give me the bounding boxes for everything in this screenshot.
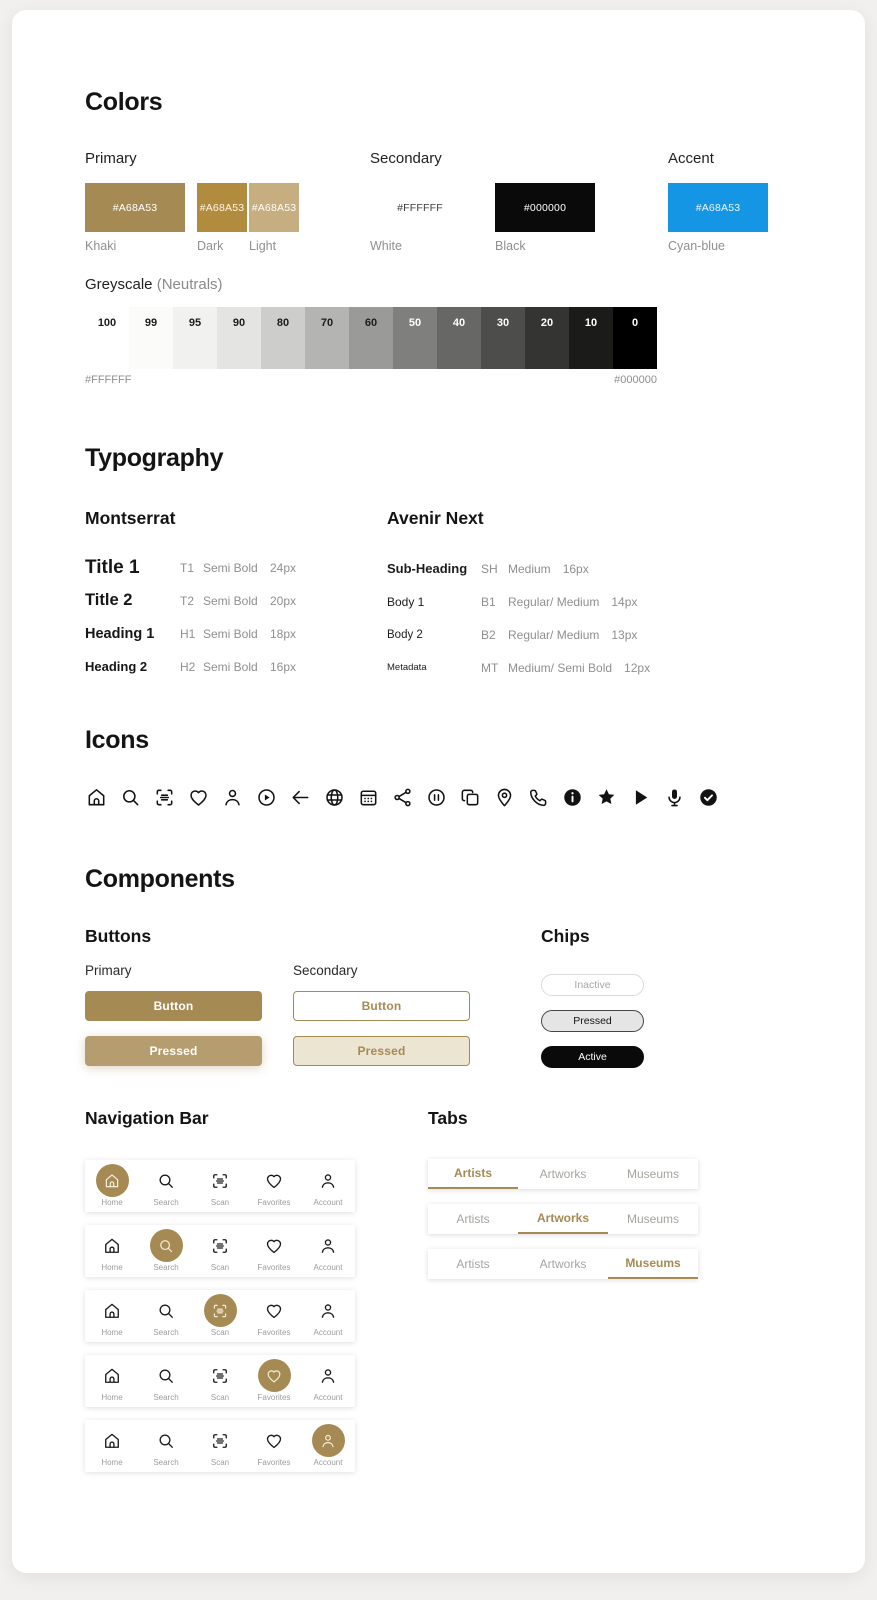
greyscale-ramp bbox=[85, 307, 657, 369]
greyscale-start-hex: #FFFFFF bbox=[85, 374, 132, 386]
info-icon bbox=[561, 786, 584, 809]
navigation-bar bbox=[85, 1160, 355, 1212]
nav-item-label: Account bbox=[313, 1393, 343, 1402]
greyscale-step bbox=[305, 307, 349, 369]
nav-item-label: Account bbox=[313, 1458, 343, 1467]
nav-item-label: Scan bbox=[210, 1198, 230, 1207]
swatch-black bbox=[495, 183, 595, 253]
type-style-size: 14px bbox=[611, 594, 638, 609]
swatch-white bbox=[370, 183, 470, 253]
tab-label: Artworks bbox=[539, 1257, 587, 1271]
greyscale-step-label: 80 bbox=[276, 317, 290, 329]
cyan-blue-hex: #A68A53 bbox=[695, 201, 741, 214]
greyscale-block bbox=[85, 276, 657, 386]
secondary-button[interactable]: Button bbox=[293, 991, 470, 1021]
type-row bbox=[387, 618, 650, 651]
greyscale-step-label: 60 bbox=[364, 317, 378, 329]
greyscale-step-label: 40 bbox=[452, 317, 466, 329]
dark-hex: #A68A53 bbox=[199, 201, 245, 214]
swatch-khaki bbox=[85, 183, 185, 253]
type-style-name: Heading 2 bbox=[85, 659, 148, 674]
scan-icon bbox=[204, 1424, 237, 1457]
greyscale-step bbox=[173, 307, 217, 369]
nav-item-label: Favorites bbox=[257, 1263, 291, 1272]
khaki-name: Khaki bbox=[85, 239, 117, 253]
nav-item-scan[interactable] bbox=[193, 1420, 247, 1472]
check-icon bbox=[697, 786, 720, 809]
nav-item-search[interactable] bbox=[139, 1420, 193, 1472]
swatch-light bbox=[249, 183, 299, 253]
home-icon bbox=[96, 1229, 129, 1262]
heart-icon bbox=[258, 1294, 291, 1327]
chip-pressed[interactable]: Pressed bbox=[541, 1010, 644, 1032]
type-style-weight: Semi Bold bbox=[203, 659, 258, 674]
components-section-title: Components bbox=[85, 865, 235, 893]
tab-bar bbox=[428, 1204, 698, 1234]
nav-item-home[interactable] bbox=[85, 1225, 139, 1277]
tab-bar bbox=[428, 1249, 698, 1279]
greyscale-step-label: 99 bbox=[144, 317, 158, 329]
tab-artworks[interactable] bbox=[518, 1159, 608, 1189]
nav-item-label: Home bbox=[101, 1263, 123, 1272]
colors-section-title: Colors bbox=[85, 88, 163, 116]
montserrat-family-name: Montserrat bbox=[85, 508, 176, 528]
nav-item-favorites[interactable] bbox=[247, 1160, 301, 1212]
nav-item-label: Favorites bbox=[257, 1328, 291, 1337]
tab-museums[interactable] bbox=[608, 1204, 698, 1234]
calendar-icon bbox=[357, 786, 380, 809]
nav-item-account[interactable] bbox=[301, 1160, 355, 1212]
nav-item-account[interactable] bbox=[301, 1290, 355, 1342]
nav-item-label: Search bbox=[153, 1328, 179, 1337]
type-row bbox=[387, 552, 650, 585]
greyscale-sublabel: (Neutrals) bbox=[156, 276, 223, 293]
type-style-weight: Medium bbox=[508, 561, 551, 576]
white-name: White bbox=[370, 239, 402, 253]
greyscale-step bbox=[349, 307, 393, 369]
type-style-size: 13px bbox=[611, 627, 638, 642]
type-style-size: 16px bbox=[270, 659, 297, 674]
avenir-rows bbox=[387, 552, 650, 684]
globe-icon bbox=[323, 786, 346, 809]
heart-icon bbox=[258, 1424, 291, 1457]
microphone-icon bbox=[663, 786, 686, 809]
type-style-name: Heading 1 bbox=[85, 625, 155, 642]
account-icon bbox=[312, 1164, 345, 1197]
greyscale-step bbox=[613, 307, 657, 369]
swatch-cyan-blue bbox=[668, 183, 768, 253]
navigation-bar bbox=[85, 1225, 355, 1277]
primary-button[interactable]: Button bbox=[85, 991, 262, 1021]
type-style-tag: T1 bbox=[180, 560, 195, 575]
account-icon bbox=[221, 786, 244, 809]
greyscale-step bbox=[393, 307, 437, 369]
nav-item-account[interactable] bbox=[301, 1355, 355, 1407]
greyscale-step-label: 70 bbox=[320, 317, 334, 329]
tabs-subtitle: Tabs bbox=[428, 1108, 468, 1128]
account-icon bbox=[312, 1359, 345, 1392]
home-icon bbox=[96, 1164, 129, 1197]
greyscale-step-label: 10 bbox=[584, 317, 598, 329]
nav-item-label: Search bbox=[153, 1458, 179, 1467]
tab-bars bbox=[428, 1159, 698, 1294]
type-style-tag: B2 bbox=[481, 627, 496, 642]
style-guide-card bbox=[12, 10, 865, 1573]
nav-item-label: Scan bbox=[210, 1328, 230, 1337]
search-icon bbox=[150, 1229, 183, 1262]
greyscale-step bbox=[129, 307, 173, 369]
type-style-weight: Regular/ Medium bbox=[508, 594, 600, 609]
nav-item-scan[interactable] bbox=[193, 1290, 247, 1342]
greyscale-step-label: 20 bbox=[540, 317, 554, 329]
nav-item-home[interactable] bbox=[85, 1355, 139, 1407]
location-icon bbox=[493, 786, 516, 809]
type-style-tag: T2 bbox=[180, 593, 195, 608]
white-swatch bbox=[370, 183, 470, 232]
chips-subtitle: Chips bbox=[541, 926, 590, 946]
heart-icon bbox=[187, 786, 210, 809]
copy-icon bbox=[459, 786, 482, 809]
type-style-tag: H2 bbox=[180, 659, 196, 674]
cyan-blue-name: Cyan-blue bbox=[668, 239, 725, 253]
play-circle-icon bbox=[255, 786, 278, 809]
buttons-secondary-label: Secondary bbox=[293, 963, 358, 978]
nav-item-favorites[interactable] bbox=[247, 1420, 301, 1472]
tab-label: Museums bbox=[625, 1256, 681, 1270]
nav-item-favorites[interactable] bbox=[247, 1355, 301, 1407]
type-style-tag: H1 bbox=[180, 626, 196, 641]
type-style-size: 20px bbox=[270, 593, 297, 608]
nav-item-account[interactable] bbox=[301, 1225, 355, 1277]
tab-bar bbox=[428, 1159, 698, 1189]
secondary-label: Secondary bbox=[370, 150, 442, 167]
nav-item-home[interactable] bbox=[85, 1290, 139, 1342]
black-hex: #000000 bbox=[523, 201, 567, 214]
type-style-name: Title 1 bbox=[85, 556, 140, 578]
tab-artists[interactable] bbox=[428, 1249, 518, 1279]
nav-item-label: Home bbox=[101, 1458, 123, 1467]
tab-museums[interactable] bbox=[608, 1249, 698, 1279]
star-icon bbox=[595, 786, 618, 809]
black-swatch bbox=[495, 183, 595, 232]
search-icon bbox=[150, 1294, 183, 1327]
light-hex: #A68A53 bbox=[251, 201, 297, 214]
type-style-name: Body 1 bbox=[387, 594, 425, 609]
tab-label: Artists bbox=[453, 1166, 492, 1180]
greyscale-step bbox=[525, 307, 569, 369]
tab-artists[interactable] bbox=[428, 1159, 518, 1189]
navigation-bar-subtitle: Navigation Bar bbox=[85, 1108, 209, 1128]
account-icon bbox=[312, 1229, 345, 1262]
tab-label: Museums bbox=[626, 1167, 679, 1181]
nav-item-label: Scan bbox=[210, 1458, 230, 1467]
account-icon bbox=[312, 1424, 345, 1457]
buttons-primary-label: Primary bbox=[85, 963, 132, 978]
navigation-bar bbox=[85, 1420, 355, 1472]
greyscale-step bbox=[85, 307, 129, 369]
home-icon bbox=[96, 1424, 129, 1457]
type-row bbox=[387, 585, 650, 618]
nav-item-label: Account bbox=[313, 1263, 343, 1272]
icons-section-title: Icons bbox=[85, 726, 149, 754]
type-style-tag: MT bbox=[481, 660, 499, 675]
type-style-weight: Medium/ Semi Bold bbox=[508, 660, 613, 675]
arrow-left-icon bbox=[289, 786, 312, 809]
phone-icon bbox=[527, 786, 550, 809]
nav-item-home[interactable] bbox=[85, 1420, 139, 1472]
tab-artists[interactable] bbox=[428, 1204, 518, 1234]
nav-item-label: Home bbox=[101, 1328, 123, 1337]
avenir-family-name: Avenir Next bbox=[387, 508, 484, 528]
greyscale-end-hex: #000000 bbox=[614, 374, 657, 386]
type-style-tag: SH bbox=[481, 561, 498, 576]
secondary-color-group bbox=[370, 150, 595, 253]
primary-color-group bbox=[85, 150, 299, 253]
greyscale-step-label: 95 bbox=[188, 317, 202, 329]
montserrat-rows bbox=[85, 551, 296, 683]
heart-icon bbox=[258, 1164, 291, 1197]
nav-item-label: Scan bbox=[210, 1393, 230, 1402]
search-icon bbox=[150, 1424, 183, 1457]
navigation-bar bbox=[85, 1355, 355, 1407]
khaki-swatch bbox=[85, 183, 185, 232]
home-icon bbox=[96, 1294, 129, 1327]
nav-item-label: Home bbox=[101, 1393, 123, 1402]
nav-item-favorites[interactable] bbox=[247, 1225, 301, 1277]
chip-active[interactable]: Active bbox=[541, 1046, 644, 1068]
scan-icon bbox=[204, 1164, 237, 1197]
primary-label: Primary bbox=[85, 150, 137, 167]
buttons-subtitle: Buttons bbox=[85, 926, 152, 946]
type-style-tag: B1 bbox=[481, 594, 496, 609]
nav-item-favorites[interactable] bbox=[247, 1290, 301, 1342]
light-name: Light bbox=[249, 239, 277, 253]
type-row bbox=[85, 551, 296, 584]
khaki-hex: #A68A53 bbox=[112, 201, 158, 214]
tab-artworks[interactable] bbox=[518, 1249, 608, 1279]
nav-item-label: Home bbox=[101, 1198, 123, 1207]
type-row bbox=[85, 617, 296, 650]
light-swatch bbox=[249, 183, 299, 232]
greyscale-step bbox=[481, 307, 525, 369]
typography-section-title: Typography bbox=[85, 444, 224, 472]
secondary-button-pressed[interactable]: Pressed bbox=[293, 1036, 470, 1066]
nav-item-label: Account bbox=[313, 1198, 343, 1207]
nav-item-label: Search bbox=[153, 1393, 179, 1402]
nav-item-scan[interactable] bbox=[193, 1160, 247, 1212]
nav-item-account[interactable] bbox=[301, 1420, 355, 1472]
type-style-weight: Semi Bold bbox=[203, 626, 258, 641]
scan-icon bbox=[204, 1229, 237, 1262]
nav-item-scan[interactable] bbox=[193, 1355, 247, 1407]
type-style-name: Sub-Heading bbox=[387, 561, 468, 576]
scan-icon bbox=[204, 1359, 237, 1392]
swatch-dark bbox=[197, 183, 247, 253]
nav-item-search[interactable] bbox=[139, 1355, 193, 1407]
type-row bbox=[85, 650, 296, 683]
search-icon bbox=[119, 786, 142, 809]
greyscale-label: Greyscale (Neutrals) bbox=[85, 276, 223, 293]
type-row bbox=[387, 651, 650, 684]
share-icon bbox=[391, 786, 414, 809]
greyscale-step-label: 50 bbox=[408, 317, 422, 329]
type-style-weight: Semi Bold bbox=[203, 593, 258, 608]
type-style-weight: Semi Bold bbox=[203, 560, 258, 575]
greyscale-step bbox=[217, 307, 261, 369]
dark-swatch bbox=[197, 183, 247, 232]
greyscale-step-label: 100 bbox=[97, 317, 117, 329]
icons-row bbox=[85, 786, 720, 809]
greyscale-step-label: 0 bbox=[631, 317, 639, 329]
scan-icon bbox=[204, 1294, 237, 1327]
pause-circle-icon bbox=[425, 786, 448, 809]
greyscale-step bbox=[569, 307, 613, 369]
nav-item-label: Favorites bbox=[257, 1198, 291, 1207]
dark-name: Dark bbox=[197, 239, 224, 253]
chip-inactive[interactable]: Inactive bbox=[541, 974, 644, 996]
type-row bbox=[85, 584, 296, 617]
heart-icon bbox=[258, 1359, 291, 1392]
greyscale-step-label: 30 bbox=[496, 317, 510, 329]
tab-label: Artists bbox=[456, 1212, 490, 1226]
greyscale-step bbox=[437, 307, 481, 369]
nav-item-label: Search bbox=[153, 1198, 179, 1207]
nav-item-label: Favorites bbox=[257, 1393, 291, 1402]
accent-label: Accent bbox=[668, 150, 714, 167]
white-hex: #FFFFFF bbox=[397, 201, 443, 214]
chips-list bbox=[541, 974, 644, 1082]
type-style-name: Body 2 bbox=[387, 628, 423, 641]
greyscale-step bbox=[261, 307, 305, 369]
home-icon bbox=[85, 786, 108, 809]
greyscale-hex-row bbox=[85, 374, 657, 386]
type-style-name: Metadata bbox=[387, 662, 427, 673]
tab-label: Artworks bbox=[539, 1167, 587, 1181]
heart-icon bbox=[258, 1229, 291, 1262]
play-icon bbox=[629, 786, 652, 809]
tab-museums[interactable] bbox=[608, 1159, 698, 1189]
cyan-blue-swatch bbox=[668, 183, 768, 232]
type-style-size: 24px bbox=[270, 560, 297, 575]
type-style-size: 12px bbox=[624, 660, 651, 675]
tab-artworks[interactable] bbox=[518, 1204, 608, 1234]
tab-label: Museums bbox=[626, 1212, 679, 1226]
home-icon bbox=[96, 1359, 129, 1392]
type-style-size: 18px bbox=[270, 626, 297, 641]
nav-item-search[interactable] bbox=[139, 1160, 193, 1212]
tab-label: Artists bbox=[456, 1257, 490, 1271]
search-icon bbox=[150, 1164, 183, 1197]
tab-label: Artworks bbox=[536, 1211, 589, 1225]
nav-item-search[interactable] bbox=[139, 1290, 193, 1342]
nav-item-label: Scan bbox=[210, 1263, 230, 1272]
navigation-bars bbox=[85, 1160, 355, 1485]
nav-item-label: Account bbox=[313, 1328, 343, 1337]
primary-button-pressed[interactable]: Pressed bbox=[85, 1036, 262, 1066]
type-style-weight: Regular/ Medium bbox=[508, 627, 600, 642]
nav-item-search[interactable] bbox=[139, 1225, 193, 1277]
scan-icon bbox=[153, 786, 176, 809]
black-name: Black bbox=[495, 239, 526, 253]
nav-item-label: Favorites bbox=[257, 1458, 291, 1467]
account-icon bbox=[312, 1294, 345, 1327]
nav-item-home[interactable] bbox=[85, 1160, 139, 1212]
navigation-bar bbox=[85, 1290, 355, 1342]
accent-color-group bbox=[668, 150, 768, 253]
nav-item-label: Search bbox=[153, 1263, 179, 1272]
search-icon bbox=[150, 1359, 183, 1392]
type-style-size: 16px bbox=[562, 561, 589, 576]
type-style-name: Title 2 bbox=[85, 591, 133, 609]
nav-item-scan[interactable] bbox=[193, 1225, 247, 1277]
greyscale-step-label: 90 bbox=[232, 317, 246, 329]
